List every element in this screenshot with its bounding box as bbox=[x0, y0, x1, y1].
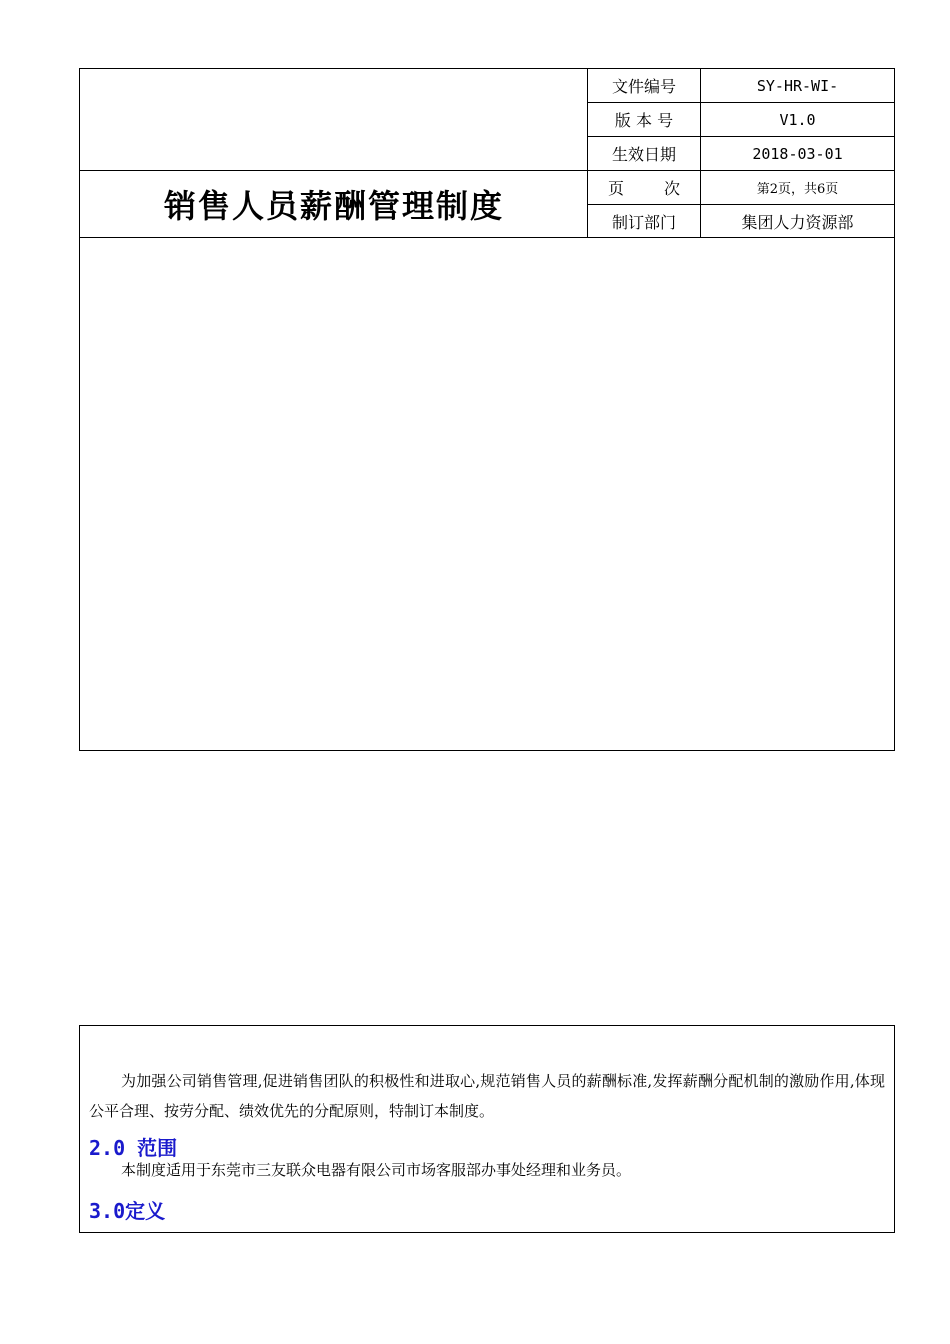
meta-value: 第2页，共6页 bbox=[756, 182, 839, 197]
meta-label: 版 本 号 bbox=[588, 103, 701, 136]
meta-label bbox=[588, 171, 701, 204]
meta-label: 文件编号 bbox=[588, 69, 701, 102]
blank-content-box bbox=[79, 237, 895, 751]
document-title: 销售人员薪酬管理制度 bbox=[163, 187, 504, 225]
section-number: 3.0 bbox=[89, 1199, 126, 1223]
meta-label-part: 次 bbox=[663, 179, 680, 198]
section-title: 范围 bbox=[137, 1136, 178, 1160]
meta-row-page bbox=[588, 171, 894, 205]
meta-value: 集团人力资源部 bbox=[741, 212, 854, 232]
meta-row-effective-date bbox=[588, 137, 894, 171]
meta-label-part: 页 bbox=[608, 179, 625, 198]
section-number: 2.0 bbox=[89, 1136, 126, 1160]
document-header-table bbox=[79, 68, 895, 238]
meta-label: 生效日期 bbox=[588, 137, 701, 170]
section-heading-scope bbox=[89, 1132, 177, 1161]
meta-value: 2018-03-01 bbox=[752, 144, 843, 163]
meta-value: SY-HR-WI- bbox=[756, 76, 839, 95]
meta-label: 制订部门 bbox=[588, 205, 701, 237]
section-heading-definition bbox=[89, 1195, 165, 1224]
metadata-rows bbox=[588, 69, 894, 237]
meta-row-version bbox=[588, 103, 894, 137]
title-area bbox=[80, 69, 588, 237]
scope-paragraph: 本制度适用于东莞市三友联众电器有限公司市场客服部办事处经理和业务员。 bbox=[121, 1161, 632, 1179]
section-title: 定义 bbox=[125, 1199, 166, 1223]
meta-row-department bbox=[588, 205, 894, 237]
meta-row-doc-number bbox=[588, 69, 894, 103]
body-content-box bbox=[79, 1025, 895, 1233]
meta-value: V1.0 bbox=[779, 110, 816, 129]
intro-paragraph: 为加强公司销售管理,促进销售团队的积极性和进取心,规范销售人员的薪酬标准,发挥薪酬分配机制的激励作用,体现公平合理、按劳分配、绩效优先的分配原则，特制订本制度。 bbox=[89, 1072, 885, 1120]
